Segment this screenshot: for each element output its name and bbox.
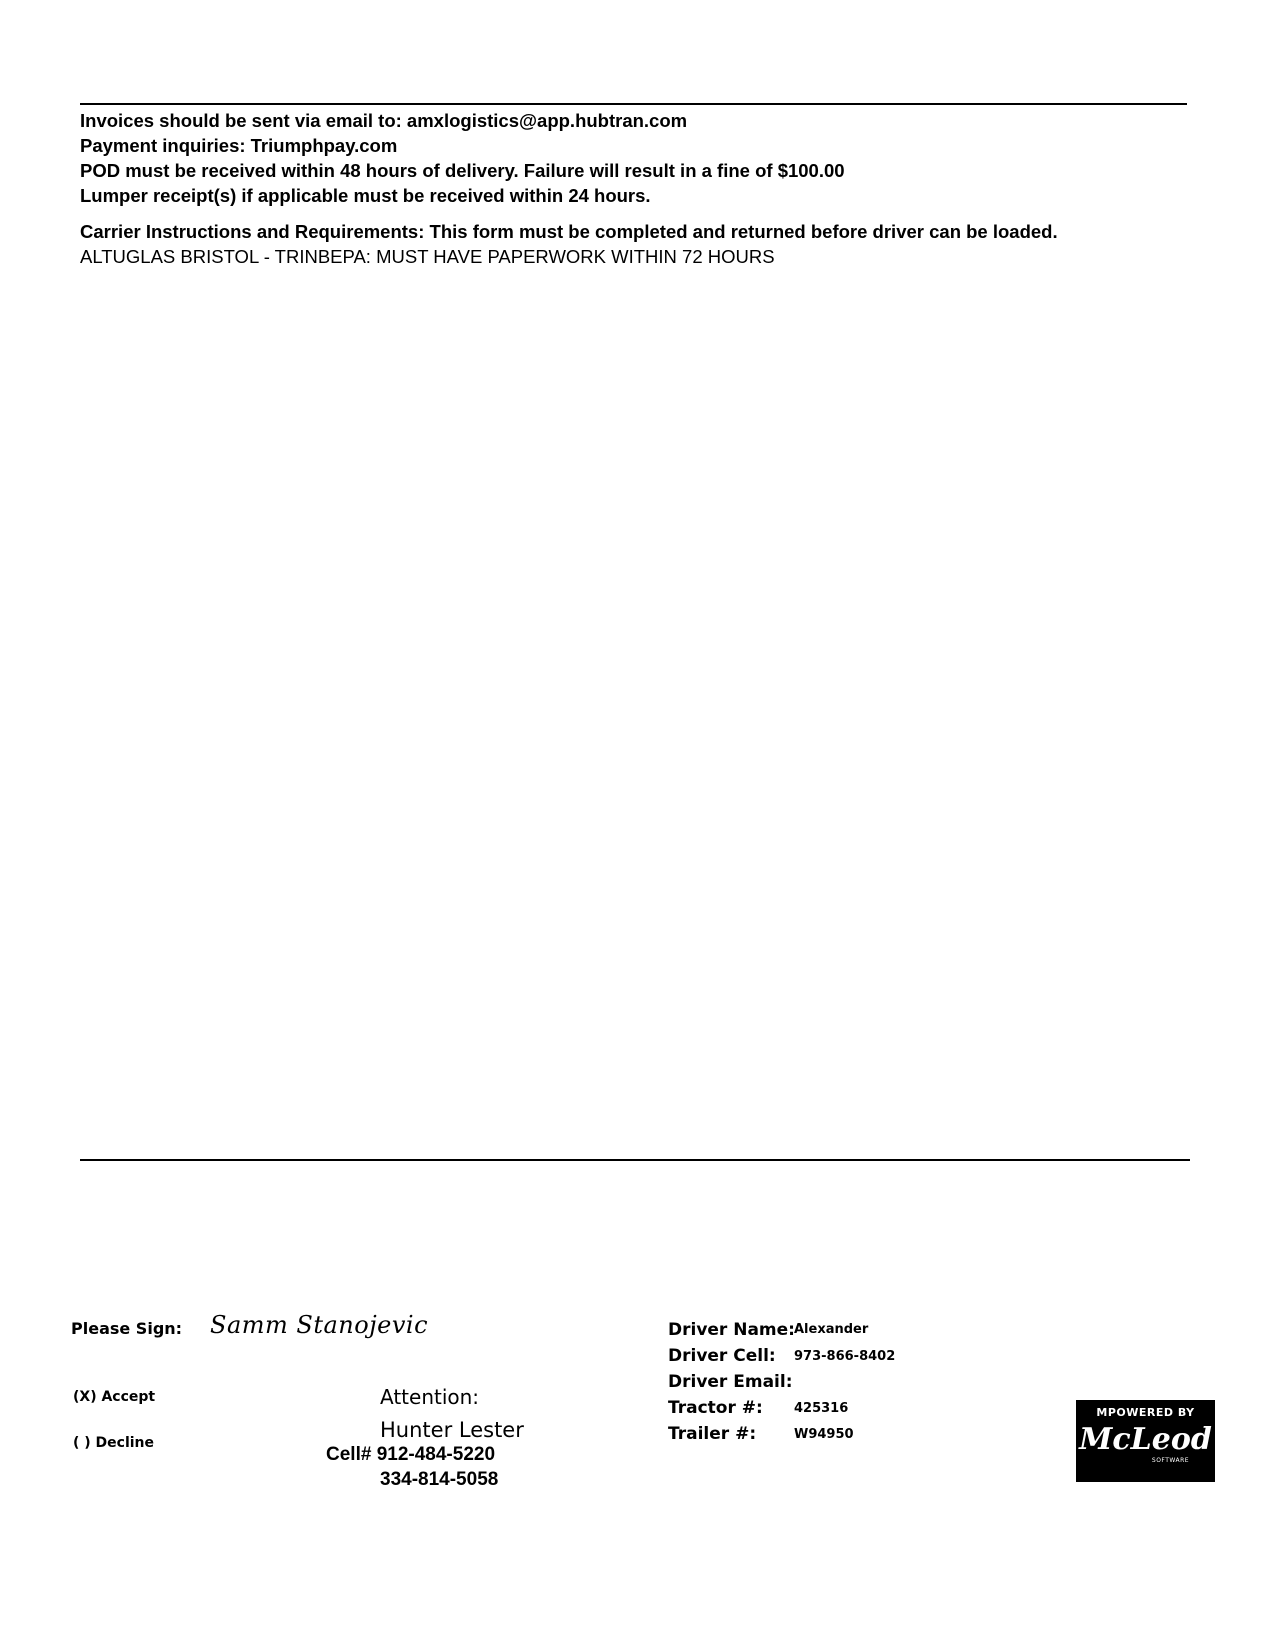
accept-option[interactable]: (X) Accept	[73, 1389, 156, 1405]
tractor-value[interactable]: 425316	[794, 1401, 849, 1416]
tractor-label: Tractor #:	[668, 1398, 763, 1418]
carrier-instructions-note: ALTUGLAS BRISTOL - TRINBEPA: MUST HAVE PAPERWORK WITHIN 72 HOURS	[80, 246, 775, 267]
invoice-email-line: Invoices should be sent via email to: amxlogistics@app.hubtran.com	[80, 110, 688, 131]
payment-inquiries-line: Payment inquiries: Triumphpay.com	[80, 135, 398, 156]
logo-brand: McLeod	[1079, 1422, 1212, 1457]
pod-requirement-line: POD must be received within 48 hours of delivery. Failure will result in a fine of $100.00	[80, 160, 845, 181]
carrier-instructions-heading: Carrier Instructions and Requirements: This form must be completed and returned before driver can be loaded.	[80, 221, 1058, 242]
signature-label: Please Sign:	[71, 1319, 183, 1338]
logo-subtext: SOFTWARE	[1151, 1457, 1190, 1464]
decline-option[interactable]: ( ) Decline	[73, 1435, 155, 1451]
bottom-divider	[80, 1159, 1190, 1161]
trailer-value[interactable]: W94950	[794, 1427, 854, 1442]
top-divider	[80, 103, 1187, 105]
logo-tagline: MPOWERED BY	[1096, 1406, 1195, 1419]
attention-phone-secondary: 334-814-5058	[380, 1469, 499, 1490]
attention-phone-primary: 912-484-5220	[376, 1444, 496, 1465]
attention-name: Hunter Lester	[380, 1418, 524, 1442]
driver-cell-label: Driver Cell:	[668, 1346, 776, 1366]
signature-field[interactable]: Samm Stanojevic	[210, 1311, 429, 1339]
attention-cell-row	[326, 1444, 495, 1466]
attention-cell-label: Cell#	[326, 1444, 372, 1465]
attention-label: Attention:	[380, 1385, 480, 1409]
mcleod-logo	[1076, 1400, 1215, 1482]
driver-name-label: Driver Name:	[668, 1320, 795, 1340]
payment-terms	[80, 108, 1200, 208]
trailer-label: Trailer #:	[668, 1424, 757, 1444]
lumper-receipt-line: Lumper receipt(s) if applicable must be received within 24 hours.	[80, 185, 651, 206]
carrier-instructions	[80, 219, 1210, 269]
driver-name-value[interactable]: Alexander	[794, 1322, 869, 1337]
driver-email-label: Driver Email:	[668, 1372, 793, 1392]
driver-cell-value[interactable]: 973-866-8402	[794, 1349, 896, 1364]
